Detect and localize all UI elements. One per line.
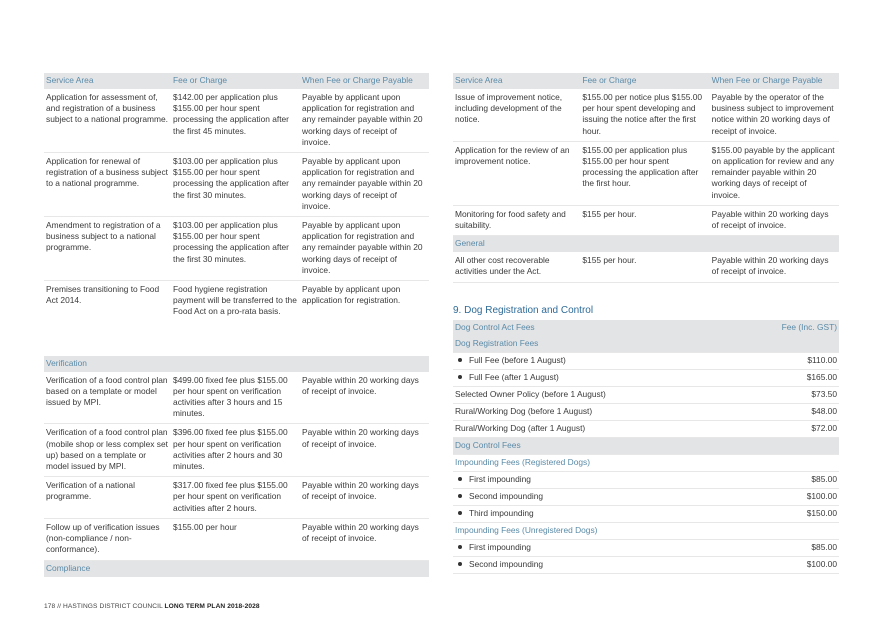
- fee-cell: $396.00 fixed fee plus $155.00 per hour spent on verification activities after 2 hours and 30 minutes.: [171, 424, 300, 477]
- table-row: [453, 420, 839, 437]
- service-area-cell: Issue of improvement notice, including development of the notice.: [453, 89, 580, 141]
- table-row: [453, 505, 839, 522]
- table-row: [44, 89, 429, 153]
- fee-value: $85.00: [743, 471, 840, 488]
- fee-value: $165.00: [743, 369, 840, 386]
- table-row: [44, 424, 429, 477]
- payable-cell: Payable by the operator of the business subject to improvement notice within 20 working days of receipt of invoice.: [710, 89, 839, 141]
- fee-value: $48.00: [743, 403, 840, 420]
- service-area-cell: Premises transitioning to Food Act 2014.: [46, 284, 160, 306]
- service-area-cell: Verification of a food control plan based on a template or model issued by MPI.: [44, 372, 171, 424]
- dog-section-title: 9. Dog Registration and Control: [453, 304, 594, 316]
- fee-label: Rural/Working Dog (after 1 August): [453, 420, 743, 437]
- service-area-cell: Application for the review of an improvement notice.: [453, 141, 580, 205]
- fee-label: First impounding: [469, 541, 531, 552]
- table-row: [453, 141, 839, 205]
- right-fee-table-column: [453, 73, 839, 574]
- fee-cell: $155.00 per hour: [171, 518, 300, 560]
- service-area-cell: Amendment to registration of a business subject to a national programme.: [44, 217, 171, 281]
- table-row: [453, 89, 839, 141]
- footer-page-label: 178 // HASTINGS DISTRICT COUNCIL: [44, 603, 165, 610]
- section-row-general: [453, 236, 839, 253]
- bullet-icon: [458, 477, 462, 481]
- fee-value: $72.00: [743, 420, 840, 437]
- fee-cell: $142.00 per application plus $155.00 per hour spent processing the application after the first 45 minutes.: [171, 89, 300, 153]
- fee-cell: $499.00 fixed fee plus $155.00 per hour spent on verification activities after 3 hours and 15 minutes.: [171, 372, 300, 424]
- fee-value: $100.00: [743, 488, 840, 505]
- table-row: [453, 205, 839, 235]
- fee-label: Rural/Working Dog (before 1 August): [453, 403, 743, 420]
- table-row: [453, 252, 839, 282]
- table-header-row: [453, 73, 839, 89]
- fee-value: $100.00: [743, 556, 840, 573]
- payable-cell: Payable within 20 working days of receipt of invoice.: [300, 424, 429, 477]
- payable-cell: Payable within 20 working days of receipt of invoice.: [300, 372, 429, 424]
- bullet-icon: [458, 358, 462, 362]
- payable-cell: Payable within 20 working days of receipt of invoice.: [710, 205, 839, 235]
- table-header-row: [44, 73, 429, 89]
- table-row: [44, 477, 429, 519]
- payable-cell: $155.00 payable by the applicant on application for review and any remainder payable within 20 working days of receipt of invoice.: [710, 141, 839, 205]
- section-label-general: General: [453, 236, 580, 253]
- fee-cell: Food hygiene registration payment will be transferred to the Food Act on a pro-rata basis.: [173, 284, 297, 317]
- service-area-cell: Verification of a national programme.: [44, 477, 171, 519]
- dog-subsection-impound-unregistered: [453, 522, 839, 539]
- service-area-cell: All other cost recoverable activities under the Act.: [453, 252, 580, 282]
- table-row: [453, 488, 839, 505]
- bullet-icon: [458, 375, 462, 379]
- fee-value: $73.50: [743, 386, 840, 403]
- bullet-icon: [458, 511, 462, 515]
- dog-subsection-label: Impounding Fees (Registered Dogs): [453, 454, 743, 471]
- table-row: [453, 471, 839, 488]
- fee-label: First impounding: [469, 473, 531, 484]
- dog-section-label: Dog Control Fees: [453, 437, 743, 454]
- table-row: [44, 153, 429, 217]
- column-header-fee: Fee or Charge: [580, 73, 709, 89]
- left-fee-table: [44, 73, 429, 577]
- fee-cell: $155 per hour.: [580, 205, 709, 235]
- section-row-verification: [44, 356, 429, 372]
- table-row: [453, 386, 839, 403]
- bullet-icon: [458, 545, 462, 549]
- service-area-cell: Application for renewal of registration of a business subject to a national programme.: [44, 153, 171, 217]
- fee-value: $150.00: [743, 505, 840, 522]
- payable-cell: Payable by applicant upon application for registration and any remainder payable within 20 working days of receipt of invoice.: [300, 89, 429, 153]
- payable-cell: Payable by applicant upon application for registration and any remainder payable within 20 working days of receipt of invoice.: [300, 153, 429, 217]
- column-header-service-area: Service Area: [453, 73, 580, 89]
- dog-table-header-row: [453, 320, 839, 336]
- column-header-when-payable: When Fee or Charge Payable: [710, 73, 839, 89]
- service-area-cell: Verification of a food control plan (mobile shop or less complex set up) based on a template or model issued by MPI.: [44, 424, 171, 477]
- fee-label: Full Fee (after 1 August): [469, 371, 559, 382]
- section-label-compliance: Compliance: [44, 560, 171, 577]
- table-row: [44, 281, 429, 322]
- fee-label: Third impounding: [469, 507, 534, 518]
- table-row: [453, 539, 839, 556]
- table-row: [44, 372, 429, 424]
- page-footer: [44, 603, 260, 610]
- fee-label: Selected Owner Policy (before 1 August): [453, 386, 743, 403]
- service-area-cell: Monitoring for food safety and suitability.: [453, 205, 580, 235]
- footer-document-title: LONG TERM PLAN 2018-2028: [164, 603, 260, 610]
- fee-cell: $155 per hour.: [580, 252, 709, 282]
- payable-cell: Payable within 20 working days of receipt of invoice.: [300, 477, 429, 519]
- fee-cell: $103.00 per application plus $155.00 per hour spent processing the application after the first 30 minutes.: [171, 217, 300, 281]
- payable-cell: Payable within 20 working days of receipt of invoice.: [300, 518, 429, 560]
- section-label-verification: Verification: [44, 356, 171, 372]
- column-header-fee: Fee or Charge: [171, 73, 300, 89]
- dog-header-fee: Fee (Inc. GST): [743, 320, 840, 336]
- service-area-cell: Follow up of verification issues (non-compliance / non-conformance).: [44, 518, 171, 560]
- fee-label: Second impounding: [469, 490, 544, 501]
- left-fee-table-column: [44, 73, 429, 577]
- payable-cell: Payable by applicant upon application for registration.: [302, 284, 401, 306]
- fee-cell: $155.00 per notice plus $155.00 per hour spent developing and issuing the notice after the first hour.: [580, 89, 709, 141]
- payable-cell: Payable within 20 working days of receipt of invoice.: [710, 252, 839, 282]
- section-row-compliance: [44, 560, 429, 577]
- service-area-cell: Application for assessment of, and registration of a business subject to a national programme.: [44, 89, 171, 153]
- fee-cell: $103.00 per application plus $155.00 per hour spent processing the application after the first 30 minutes.: [171, 153, 300, 217]
- table-row: [453, 556, 839, 573]
- fee-value: $110.00: [743, 352, 840, 369]
- right-fee-table: [453, 73, 839, 283]
- column-header-service-area: Service Area: [44, 73, 171, 89]
- dog-header-label: Dog Control Act Fees: [453, 320, 743, 336]
- dog-section-label: Dog Registration Fees: [453, 336, 743, 353]
- table-row: [44, 518, 429, 560]
- fee-cell: $317.00 fixed fee plus $155.00 per hour spent on verification activities after 2 hours.: [171, 477, 300, 519]
- fee-cell: $155.00 per application plus $155.00 per hour spent processing the application after the first hour.: [580, 141, 709, 205]
- column-header-when-payable: When Fee or Charge Payable: [300, 73, 429, 89]
- fee-value: $85.00: [743, 539, 840, 556]
- table-row: [453, 369, 839, 386]
- dog-section-registration: [453, 336, 839, 353]
- dog-fees-table: [453, 320, 839, 574]
- table-row: [44, 217, 429, 281]
- table-row: [453, 403, 839, 420]
- dog-subsection-label: Impounding Fees (Unregistered Dogs): [453, 522, 743, 539]
- fee-label: Second impounding: [469, 558, 544, 569]
- dog-subsection-impound-registered: [453, 454, 839, 471]
- bullet-icon: [458, 562, 462, 566]
- spacer-row: [44, 322, 429, 356]
- table-row: [453, 352, 839, 369]
- dog-section-control: [453, 437, 839, 454]
- fee-label: Full Fee (before 1 August): [469, 354, 566, 365]
- payable-cell: Payable by applicant upon application for registration and any remainder payable within 20 working days of receipt of invoice.: [300, 217, 429, 281]
- bullet-icon: [458, 494, 462, 498]
